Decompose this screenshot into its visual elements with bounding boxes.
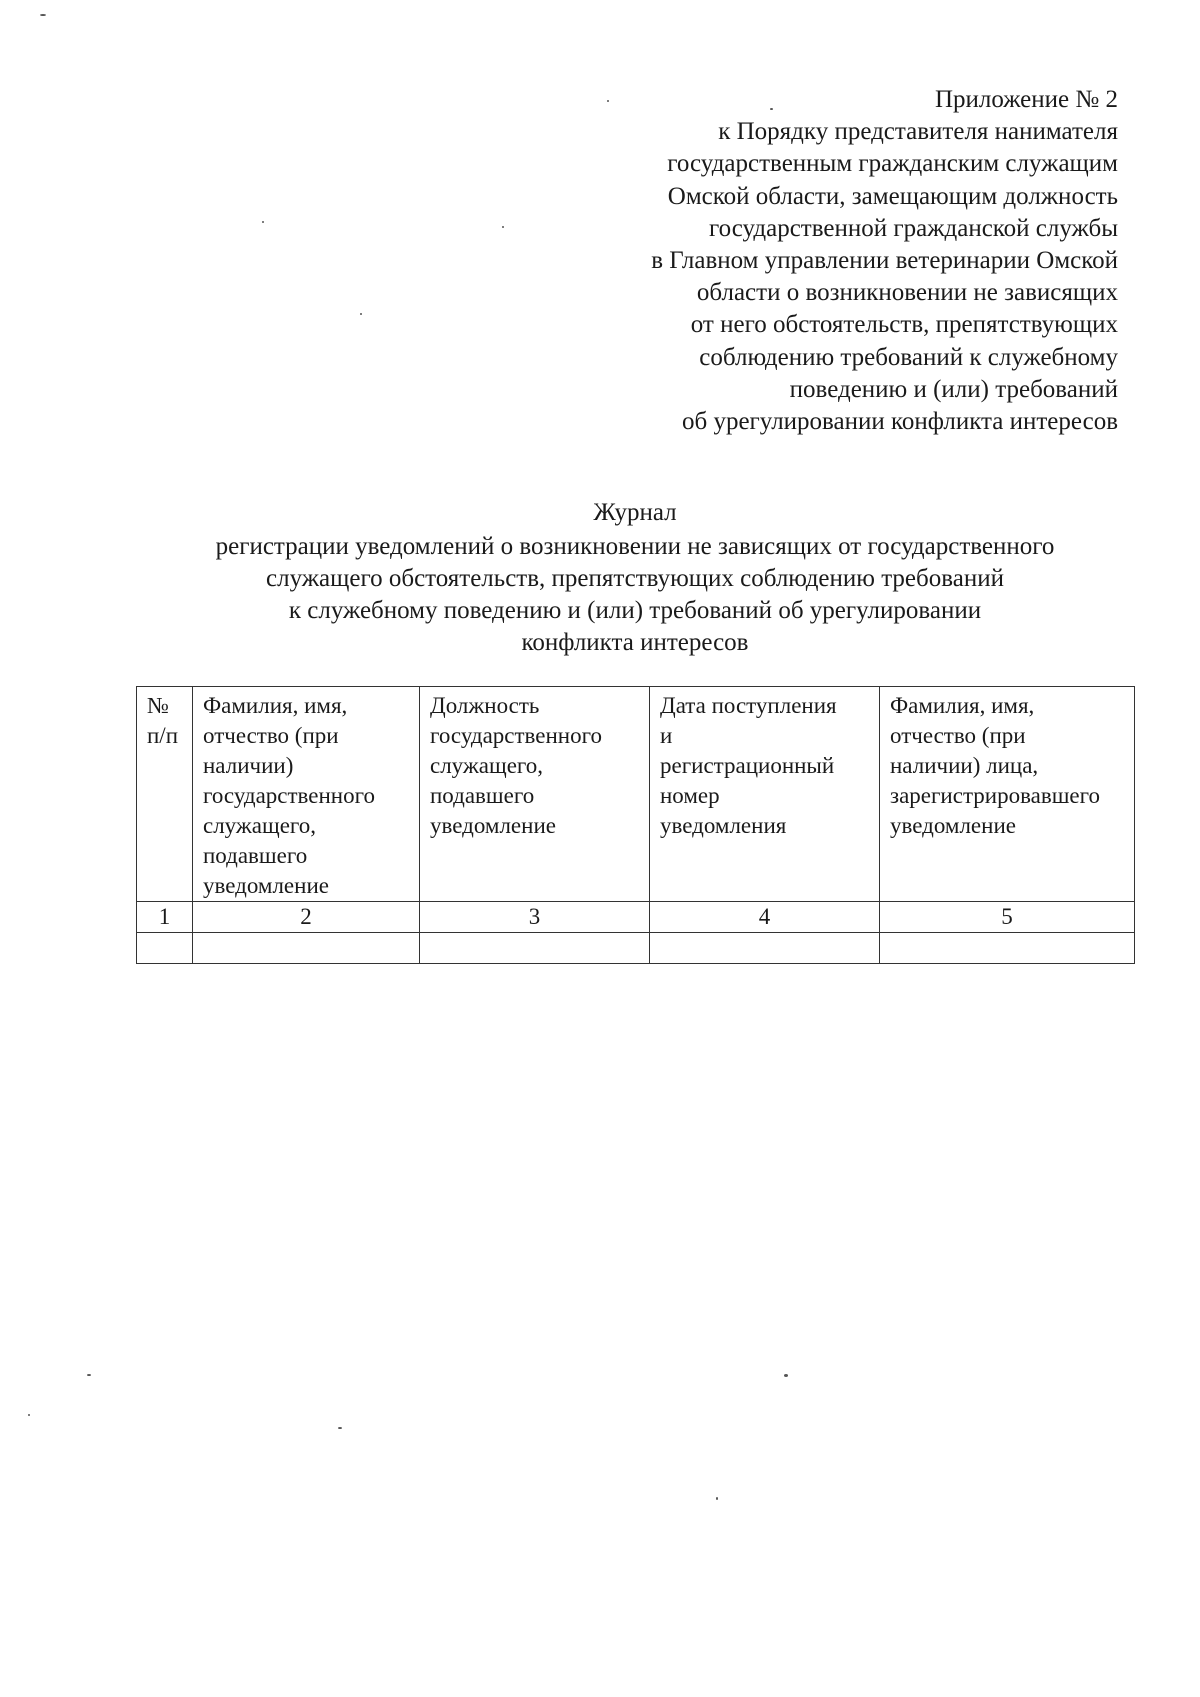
header-cell-employee-name: [193, 687, 420, 902]
header-cell-date-and-number: [650, 687, 880, 902]
registration-table: [136, 686, 1135, 964]
header-text-line: п/п: [147, 723, 179, 748]
appendix-line: об урегулировании конфликта интересов: [681, 408, 1118, 436]
appendix-line: государственным гражданским служащим: [667, 150, 1118, 178]
scan-speck: [87, 1374, 91, 1376]
header-text-line: Дата поступления: [660, 693, 837, 718]
scan-speck: [40, 14, 46, 16]
empty-cell: [137, 933, 193, 964]
header-text-line: подавшего: [430, 783, 535, 808]
appendix-line: в Главном управлении ветеринарии Омской: [651, 247, 1118, 275]
journal-subtitle-line: служащего обстоятельств, препятствующих соблюдению требований: [266, 565, 1004, 592]
scan-speck: [607, 100, 609, 102]
header-text-line: Фамилия, имя,: [203, 693, 348, 718]
scan-speck: [716, 1497, 718, 1500]
header-text-line: наличии): [203, 753, 294, 778]
appendix-line: государственной гражданской службы: [708, 214, 1118, 242]
scan-speck: [784, 1374, 788, 1377]
journal-subtitle-line: конфликта интересов: [521, 629, 749, 656]
column-number-cell: 2: [193, 902, 420, 933]
header-text-line: регистрационный: [660, 753, 835, 778]
header-text-line: и: [660, 723, 673, 748]
header-text-line: номер: [660, 783, 720, 808]
journal-subtitle-line: к служебному поведению и (или) требований об урегулировании: [288, 597, 982, 624]
header-text-line: отчество (при: [890, 723, 1026, 748]
appendix-line: поведению и (или) требований: [789, 375, 1118, 403]
header-text-line: государственного: [430, 723, 602, 748]
column-number-cell: 5: [880, 902, 1135, 933]
header-text-line: уведомление: [203, 873, 329, 898]
journal-subtitle-line: регистрации уведомлений о возникновении не зависящих от государственного: [215, 533, 1055, 560]
header-text-line: зарегистрировавшего: [890, 783, 1100, 808]
scan-speck: [770, 108, 773, 110]
column-number-cell: 3: [420, 902, 650, 933]
header-text-line: уведомление: [430, 813, 556, 838]
empty-cell: [650, 933, 880, 964]
header-text-line: наличии) лица,: [890, 753, 1039, 778]
header-text-line: Фамилия, имя,: [890, 693, 1035, 718]
header-text-line: уведомление: [890, 813, 1016, 838]
header-text-line: уведомления: [660, 813, 787, 838]
empty-cell: [193, 933, 420, 964]
empty-cell: [880, 933, 1135, 964]
empty-cell: [420, 933, 650, 964]
table-row-column-numbers: [137, 902, 1135, 933]
header-cell-number: [137, 687, 193, 902]
table-row-empty: [137, 933, 1135, 964]
header-text-line: отчество (при: [203, 723, 339, 748]
journal-title: Журнал: [593, 499, 677, 526]
header-text-line: №: [147, 693, 169, 718]
appendix-header: [498, 84, 1118, 438]
header-text-line: Должность: [430, 693, 540, 718]
appendix-line: Омской области, замещающим должность: [667, 182, 1118, 210]
appendix-line: Приложение № 2: [934, 86, 1118, 113]
scan-speck: [502, 226, 504, 228]
journal-subtitle: [130, 531, 1140, 659]
scan-speck: [360, 313, 362, 315]
appendix-line: соблюдению требований к служебному: [699, 343, 1118, 371]
header-text-line: подавшего: [203, 843, 308, 868]
header-text-line: служащего,: [203, 813, 317, 838]
appendix-line: к Порядку представителя нанимателя: [718, 118, 1118, 146]
header-text-line: государственного: [203, 783, 375, 808]
scan-speck: [28, 1414, 30, 1416]
scan-speck: [262, 221, 264, 223]
header-text-line: служащего,: [430, 753, 544, 778]
column-number-cell: 4: [650, 902, 880, 933]
table-header-row: [137, 687, 1135, 902]
scan-speck: [338, 1427, 342, 1429]
column-number-cell: 1: [137, 902, 193, 933]
appendix-line: области о возникновении не зависящих: [696, 279, 1118, 307]
header-cell-registrar-name: [880, 687, 1135, 902]
header-cell-position: [420, 687, 650, 902]
appendix-line: от него обстоятельств, препятствующих: [690, 311, 1118, 339]
